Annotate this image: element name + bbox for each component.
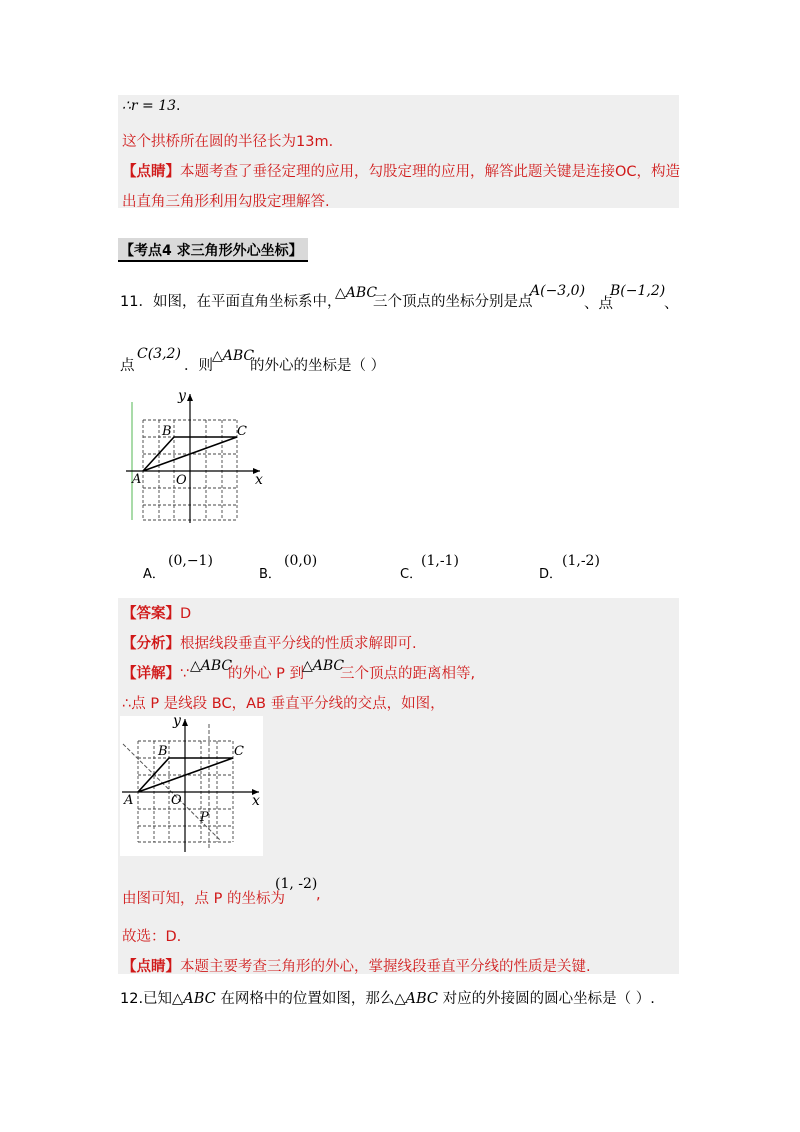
figure-2-a-label: A bbox=[124, 793, 134, 808]
detail-line-1: 【详解】∵ bbox=[122, 666, 190, 682]
analysis-line: 【分析】根据线段垂直平分线的性质求解即可. bbox=[122, 636, 417, 652]
q11-line2-mid: ．则 bbox=[184, 358, 213, 374]
q11-point-c: C(3,2) bbox=[137, 346, 181, 362]
figure-2-y-arrow-icon bbox=[182, 719, 188, 726]
option-c-letter[interactable]: C． bbox=[400, 567, 423, 582]
figure-1-y-label: y bbox=[178, 390, 186, 404]
option-a-value[interactable]: (0,−1) bbox=[168, 553, 213, 569]
figure-1-c-label: C bbox=[237, 424, 247, 439]
q11-triangle-1: △ABC bbox=[335, 285, 378, 301]
figure-2-circumcenter-grid bbox=[120, 716, 263, 856]
conclusion-value: (1, -2) bbox=[275, 876, 318, 892]
figure-1-y-arrow-icon bbox=[187, 394, 193, 401]
detail-line-2: ∴点 P 是线段 BC，AB 垂直平分线的交点，如图， bbox=[122, 696, 445, 712]
choose-line: 故选：D. bbox=[122, 929, 182, 945]
figure-2-y-label: y bbox=[173, 716, 181, 729]
radius-line: 这个拱桥所在圆的半径长为13m． bbox=[122, 134, 344, 150]
figure-2-x-label: x bbox=[252, 793, 260, 809]
option-d-value[interactable]: (1,-2) bbox=[562, 553, 600, 569]
figure-1-coordinate-grid bbox=[122, 390, 267, 525]
figure-2-b-label: B bbox=[158, 744, 168, 759]
option-b-letter[interactable]: B． bbox=[259, 567, 281, 582]
q11-line2-prefix: 点 bbox=[120, 358, 135, 374]
option-c-value[interactable]: (1,-1) bbox=[421, 553, 459, 569]
section-header-text: 【考点4 求三角形外心坐标】 bbox=[120, 243, 303, 259]
option-a-letter[interactable]: A． bbox=[143, 567, 165, 582]
figure-1-o-label: O bbox=[176, 473, 187, 488]
detail-triangle-1: △ABC bbox=[190, 658, 233, 674]
detail-triangle-2: △ABC bbox=[302, 658, 345, 674]
q11-sep2: 、 bbox=[664, 296, 679, 312]
option-d-letter[interactable]: D． bbox=[539, 567, 563, 582]
therefore-line: ∴r = 13. bbox=[122, 98, 181, 114]
option-b-value[interactable]: (0,0) bbox=[284, 553, 318, 569]
figure-2-c-label: C bbox=[234, 744, 244, 759]
figure-1-b-label: B bbox=[162, 424, 172, 439]
figure-2-o-label: O bbox=[171, 793, 182, 808]
comment-line-1: 【点睛】本题考查了垂径定理的应用，勾股定理的应用，解答此题关键是连接OC，构造 bbox=[122, 164, 681, 180]
q11-line2-suffix: 的外心的坐标是（ ） bbox=[250, 358, 386, 374]
conclusion-suffix: , bbox=[316, 887, 321, 903]
detail-line-1-c: 三个顶点的距离相等, bbox=[340, 666, 476, 682]
conclusion-line: 由图可知，点 P 的坐标为 bbox=[122, 891, 285, 907]
figure-1-x-label: x bbox=[255, 472, 263, 488]
detail-line-1-b: 的外心 P 到 bbox=[228, 666, 304, 682]
q12-line: 12.已知△ABC 在网格中的位置如图，那么△ABC 对应的外接圆的圆心坐标是（ ）. bbox=[120, 991, 655, 1007]
q11-sep1: 、点 bbox=[584, 296, 613, 312]
q11-line1-mid: 三个顶点的坐标分别是点 bbox=[373, 294, 533, 310]
q11-point-a: A(−3,0) bbox=[530, 283, 586, 299]
q11-triangle-2: △ABC bbox=[212, 348, 255, 364]
figure-1-a-label: A bbox=[132, 472, 142, 487]
answer-comment-line: 【点睛】本题主要考查三角形的外心，掌握线段垂直平分线的性质是关键. bbox=[122, 959, 591, 975]
q11-line1: 11．如图，在平面直角坐标系中， bbox=[120, 294, 342, 310]
figure-2-p-label: P bbox=[200, 810, 209, 825]
q11-point-b: B(−1,2) bbox=[610, 283, 666, 299]
answer-line: 【答案】D bbox=[122, 606, 192, 622]
comment-line-2: 出直角三角形利用勾股定理解答. bbox=[122, 194, 330, 210]
